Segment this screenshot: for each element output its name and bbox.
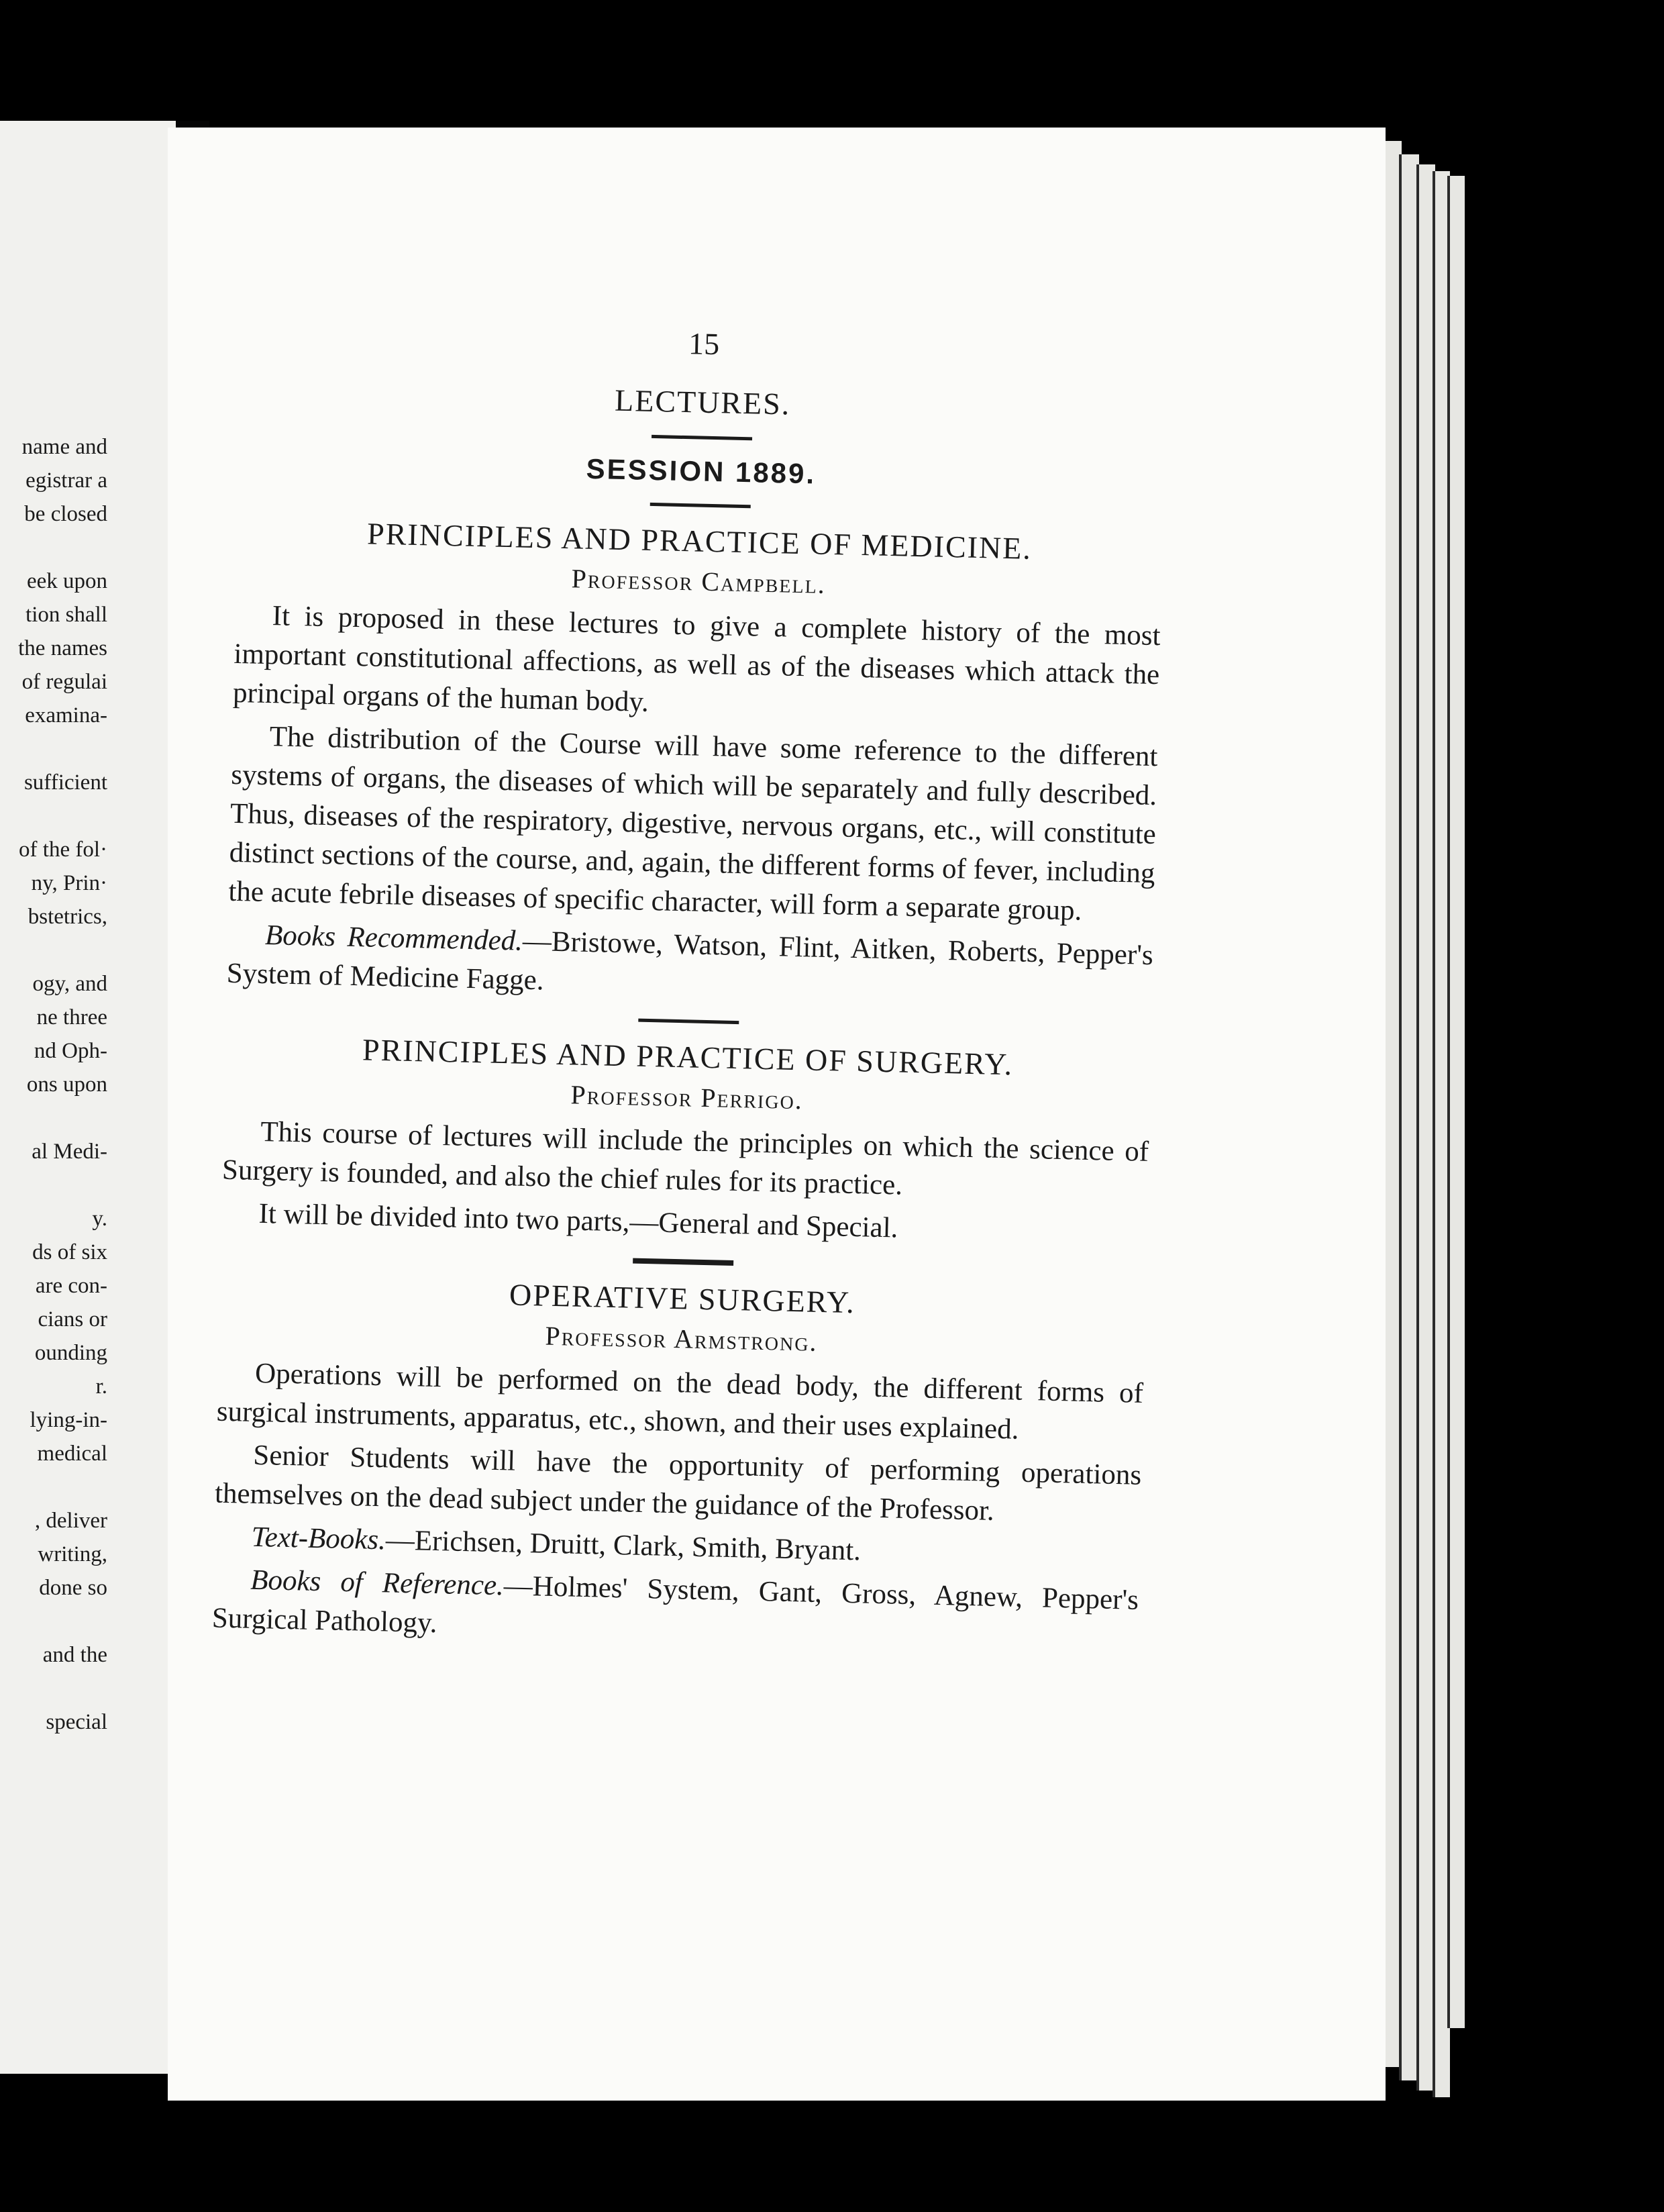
left-page-line: done so — [39, 1576, 107, 1600]
left-page-line: eek upon — [26, 569, 107, 593]
section-title: PRINCIPLES AND PRACTICE OF MEDICINE. — [366, 516, 1033, 566]
left-page-line: ds of six — [32, 1240, 107, 1264]
session-heading: SESSION 1889. — [586, 452, 817, 490]
divider — [633, 1258, 733, 1266]
left-page-line: examina- — [25, 703, 107, 727]
left-page-line: of the fol· — [19, 838, 107, 862]
left-page-line: egistrar a — [25, 468, 107, 493]
section-title: PRINCIPLES AND PRACTICE OF SURGERY. — [362, 1032, 1014, 1082]
books-list: —Bristowe, Watson, Flint, Aitken, Roberts, Pepper's System of Medicine Fagge. — [226, 925, 1154, 997]
section-surgery — [221, 1029, 1151, 1254]
paragraph: It will be divided into two parts,—General and Special. — [258, 1197, 898, 1244]
left-page-line: writing, — [38, 1542, 107, 1566]
left-page-line: name and — [21, 435, 107, 459]
left-page-line: r. — [95, 1374, 107, 1399]
section-medicine — [226, 513, 1163, 1014]
divider — [652, 435, 752, 440]
left-page-line: ny, Prin· — [31, 871, 107, 895]
left-page-line: and the — [42, 1643, 107, 1667]
paragraph: Senior Students will have the opportunity of performing operations themselves on the dead subject under the guidance of the Professor. — [214, 1439, 1142, 1527]
section-title: OPERATIVE SURGERY. — [509, 1277, 856, 1320]
paragraph: The distribution of the Course will have some reference to the different systems of organs, the diseases of which will be separately and fully described. Thus, diseases of the respiratory, digestive, nervous organs, etc., will constitute distinct sections of the course, and, again, the different forms of fever, including the acute febrile diseases of specific character, will form a separate group. — [227, 721, 1158, 927]
left-page-line: the names — [18, 636, 107, 660]
left-page-line: nd Oph- — [34, 1039, 107, 1063]
left-page-line: of regulai — [21, 670, 107, 694]
left-page-line: lying-in- — [30, 1408, 107, 1432]
reference-list: —Holmes' System, Gant, Gross, Agnew, Pepper's Surgical Pathology. — [211, 1570, 1139, 1640]
left-page-line: tion shall — [25, 603, 107, 627]
section-operative-surgery — [211, 1270, 1145, 1659]
page-edge — [1447, 176, 1465, 2028]
left-page-line: medical — [37, 1442, 107, 1466]
left-page-line: be closed — [24, 502, 107, 526]
running-title: LECTURES. — [614, 383, 791, 421]
left-page-line: ounding — [34, 1341, 107, 1365]
left-page-line: y. — [92, 1207, 107, 1231]
books-recommended — [226, 915, 1153, 1014]
left-page-line: ogy, and — [32, 972, 107, 996]
left-page-line: special — [46, 1710, 107, 1734]
text-books-label: Text-Books. — [251, 1521, 386, 1556]
left-page-line: ne three — [36, 1005, 107, 1029]
paragraph: Operations will be performed on the dead body, the different forms of surgical instruments, apparatus, etc., shown, and their uses explained. — [216, 1357, 1144, 1446]
left-page-line: bstetrics, — [28, 905, 107, 929]
professor-name: Professor Perrigo. — [570, 1079, 804, 1115]
left-facing-page — [0, 121, 176, 2074]
paragraph: This course of lectures will include the principles on which the science of Surgery is founded, and also the chief rules for its practice. — [221, 1115, 1149, 1201]
left-page-line: cians or — [38, 1307, 107, 1331]
page-content — [211, 315, 1167, 1663]
professor-name: Professor Campbell. — [571, 563, 827, 599]
left-page-line: are con- — [35, 1274, 107, 1298]
books-of-reference — [211, 1560, 1139, 1659]
left-page-line: , deliver — [34, 1509, 107, 1533]
page-number: 15 — [688, 326, 720, 362]
books-label: Books Recommended. — [264, 919, 523, 957]
divider — [638, 1019, 739, 1024]
divider — [650, 503, 751, 508]
paragraph: It is proposed in these lectures to give a complete history of the most important constitutional affections, as well as of the diseases which attack the principal organs of the human body. — [232, 600, 1161, 718]
left-page-line: ons upon — [26, 1072, 107, 1097]
left-page-line: sufficient — [23, 770, 107, 795]
reference-label: Books of Reference. — [250, 1564, 505, 1602]
text-books-list: —Erichsen, Druitt, Clark, Smith, Bryant. — [385, 1524, 862, 1567]
left-page-line: al Medi- — [32, 1140, 107, 1164]
professor-name: Professor Armstrong. — [545, 1320, 819, 1357]
